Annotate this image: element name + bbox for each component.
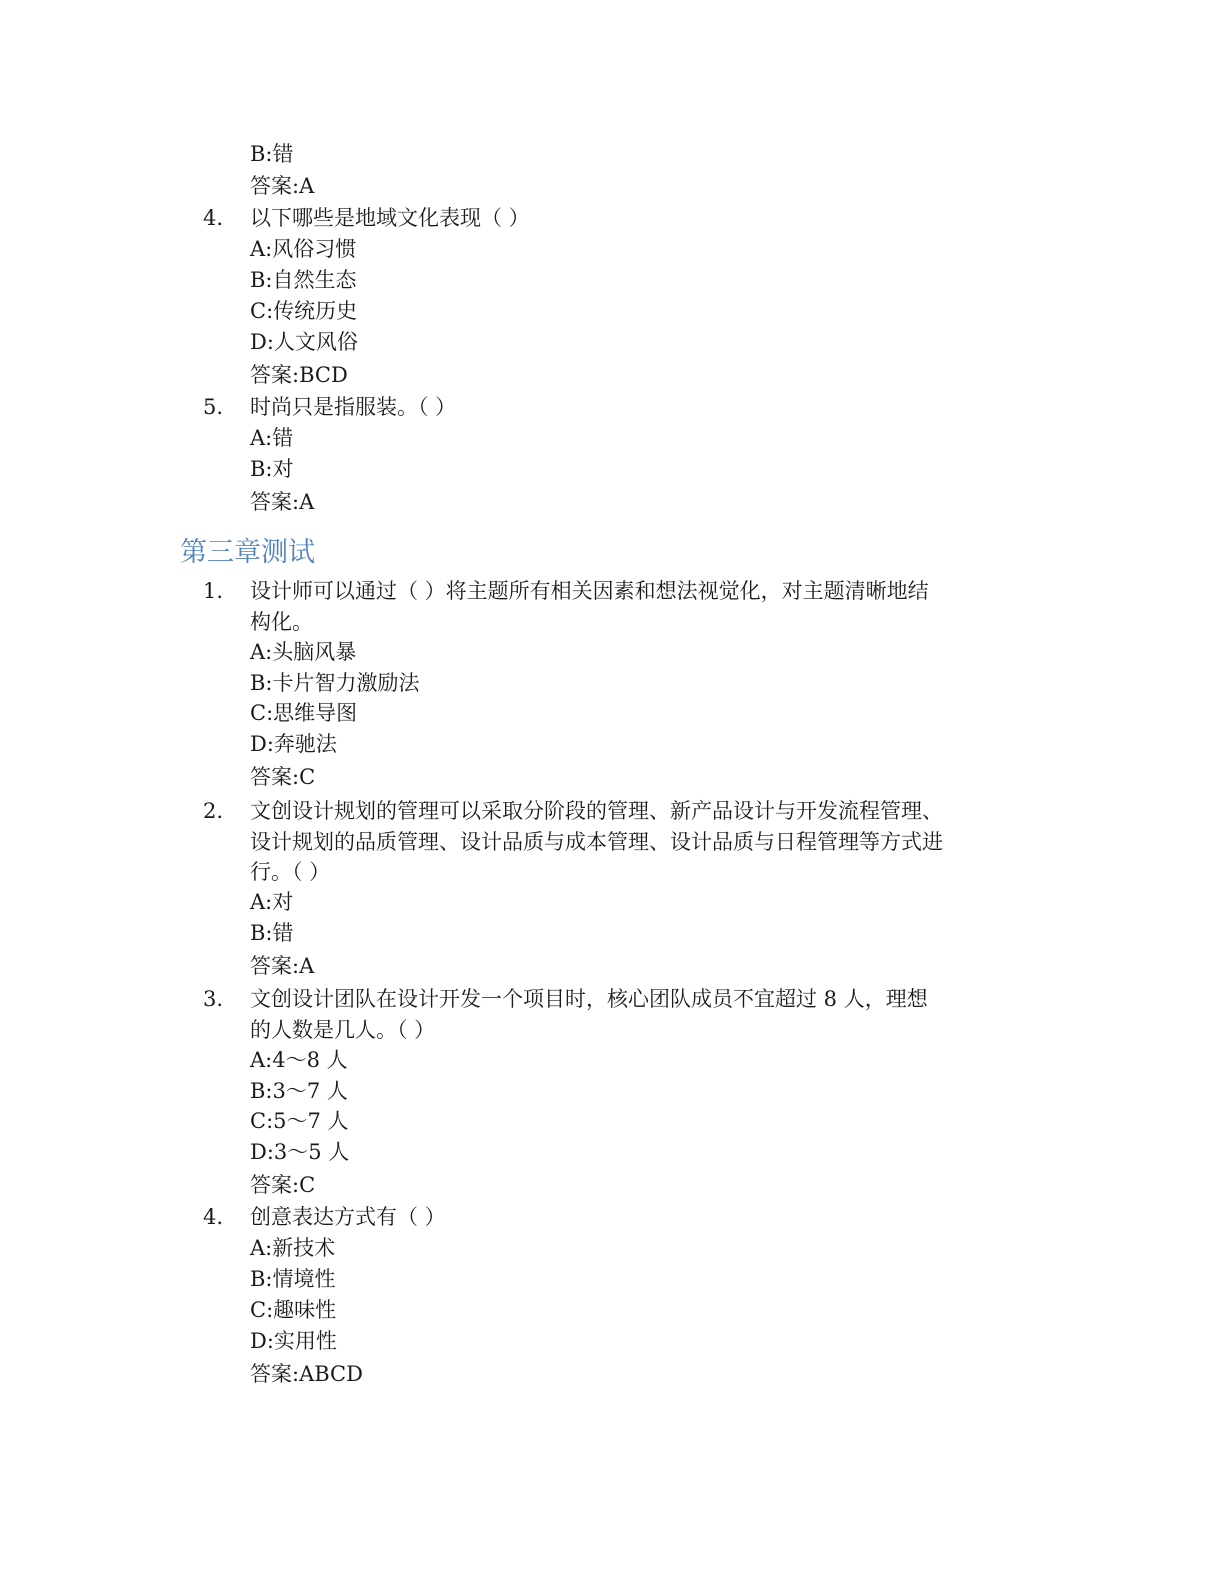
question-number: 4. [203,1205,224,1229]
answer: 答案:A [250,174,315,198]
question-number: 3. [203,987,224,1011]
option-c: C:5～7 人 [250,1109,349,1133]
option-a: A:风俗习惯 [250,237,357,261]
option-a: A:头脑风暴 [250,640,357,664]
option-d: D:人文风俗 [250,330,358,354]
question-text: 时尚只是指服装。（ ） [250,395,457,419]
option-d: D:3～5 人 [250,1140,350,1164]
answer: 答案:A [250,490,315,514]
chapter-heading: 第三章测试 [180,537,315,568]
option-c: C:趣味性 [250,1298,337,1322]
question-text: 文创设计团队在设计开发一个项目时，核心团队成员不宜超过 8 人，理想 [250,987,928,1011]
option-a: A:4～8 人 [250,1048,348,1072]
question-number: 4. [203,206,224,230]
option-c: C:思维导图 [250,701,358,725]
question-text: 文创设计规划的管理可以采取分阶段的管理、新产品设计与开发流程管理、 [250,799,943,823]
option-b: B:错 [250,921,294,945]
option-d: D:奔驰法 [250,732,337,756]
option-c: C:传统历史 [250,299,358,323]
answer: 答案:BCD [250,363,348,387]
question-text: 创意表达方式有（ ） [250,1205,446,1229]
question-text: 设计规划的品质管理、设计品质与成本管理、设计品质与日程管理等方式进 [250,830,943,854]
answer: 答案:ABCD [250,1362,363,1386]
question-text: 的人数是几人。（ ） [250,1018,436,1042]
answer: 答案:C [250,1173,316,1197]
option-a: A:新技术 [250,1236,336,1260]
question-text: 行。（ ） [250,860,331,884]
answer: 答案:C [250,765,316,789]
question-number: 1. [203,579,224,603]
question-text: 以下哪些是地域文化表现（ ） [250,206,530,230]
answer: 答案:A [250,954,315,978]
option-b: B:情境性 [250,1267,336,1291]
option-a: A:错 [250,426,294,450]
option-b: B:卡片智力激励法 [250,671,420,695]
option-a: A:对 [250,890,294,914]
question-number: 2. [203,799,224,823]
question-text: 设计师可以通过（ ）将主题所有相关因素和想法视觉化，对主题清晰地结 [250,579,929,603]
option-b: B:3～7 人 [250,1079,348,1103]
question-text: 构化。 [250,610,313,634]
option-d: D:实用性 [250,1329,337,1353]
option-b: B:自然生态 [250,268,357,292]
question-number: 5. [203,395,224,419]
option-b: B:对 [250,457,294,481]
option-b: B:错 [250,142,294,166]
